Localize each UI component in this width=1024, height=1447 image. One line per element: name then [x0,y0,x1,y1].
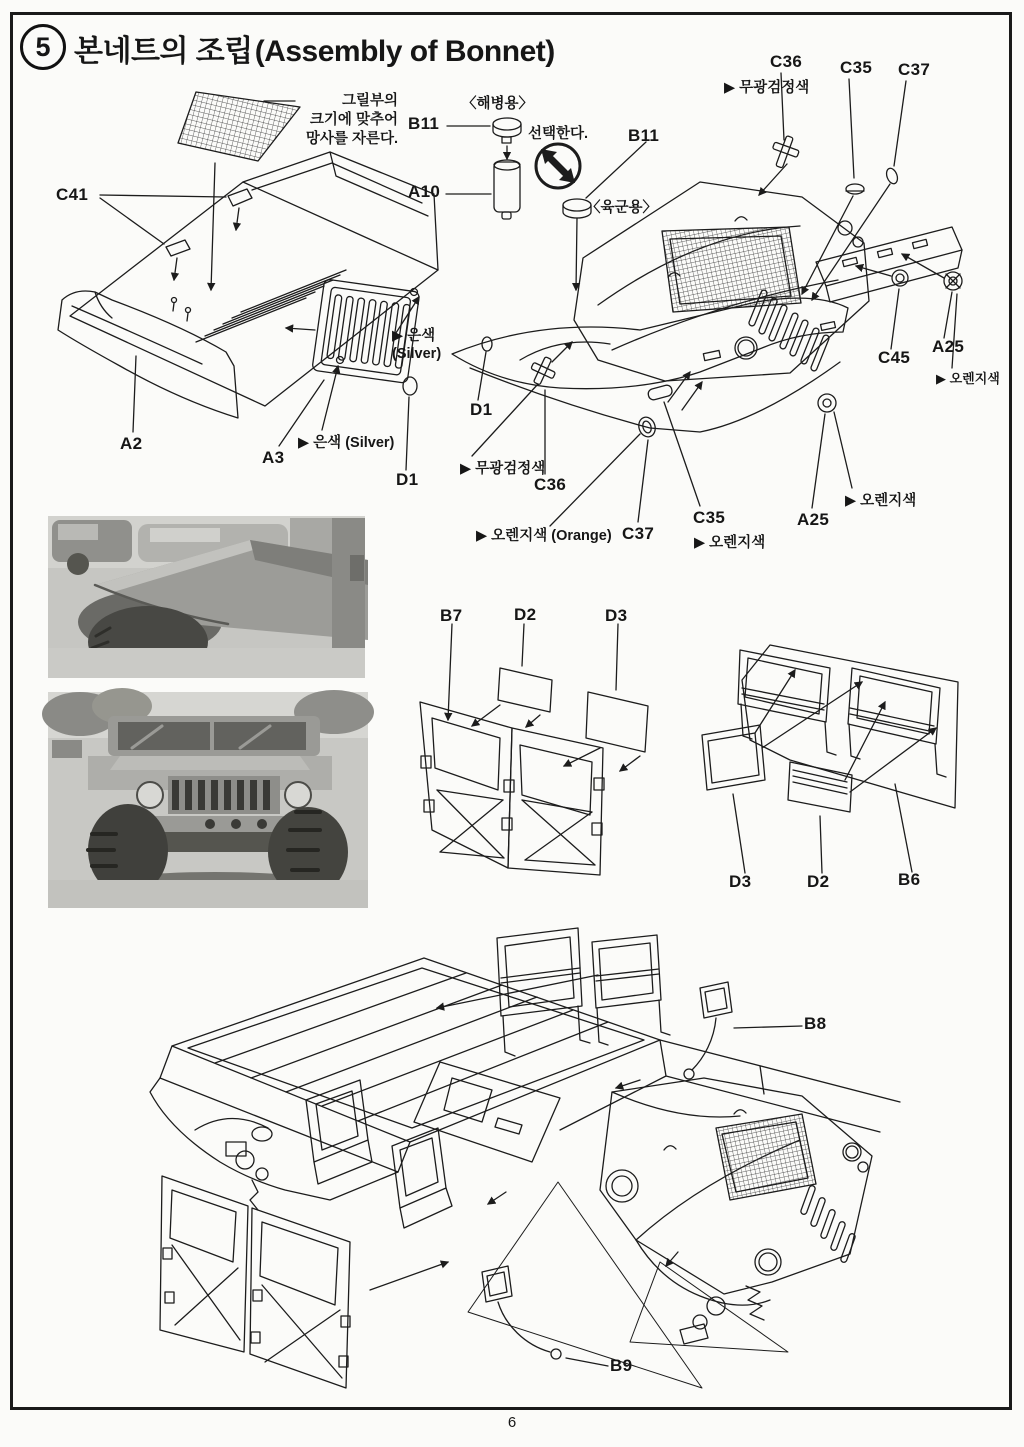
step-number-badge [20,24,66,70]
variant-note-army: 〈육군용〉 [586,200,658,216]
part-label-d2-mid: D2 [514,605,537,624]
paint-note-orange-mid: ▶ 오렌지색 [694,535,766,551]
part-label-c35-top: C35 [840,58,873,77]
part-label-d2-right: D2 [807,872,830,891]
bonnet-underside-drawing [58,152,441,470]
part-label-b6: B6 [898,870,921,889]
part-label-b11-army: B11 [628,126,660,145]
part-label-a25-right: A25 [932,337,965,356]
bonnet-top-drawing [574,73,906,381]
choose-note: 선택한다. [528,126,589,142]
part-label-c37-mid: C37 [622,524,655,543]
part-label-c36-mid: C36 [534,475,567,494]
inner-door-frame-drawing [702,645,958,873]
step-number: 5 [35,31,51,62]
paint-note-silver: ▶ 은색 (Silver) [392,328,442,363]
part-label-c45: C45 [878,348,911,367]
mesh-sheet-drawing [178,92,300,290]
part-label-b11-marine: B11 [408,114,440,133]
part-label-a3: A3 [262,448,285,467]
variant-note-marine: 〈해병용〉 [462,96,534,112]
mesh-cutting-note: 그릴부의 크기에 맞추어 망사를 자른다. [305,93,398,147]
part-label-a2: A2 [120,434,143,453]
photo-front-view [42,688,374,908]
part-label-d1-grille: D1 [396,470,419,489]
part-label-a10: A10 [408,182,441,201]
part-label-c37-top: C37 [898,60,931,79]
part-label-d3-right: D3 [729,872,752,891]
paint-note-flatblack-mid: ▶ 무광검정색 [460,461,546,477]
page-number: 6 [507,1414,517,1431]
main-assembly-drawing [150,928,900,1388]
title-english: (Assembly of Bonnet) [254,35,555,68]
part-label-b8: B8 [804,1014,827,1033]
paint-note-orange-b: ▶ 오렌지색 [845,493,917,509]
part-label-c41: C41 [56,185,89,204]
page-title [74,26,555,70]
paint-note-orange-en: ▶ 오렌지색 (Orange) [476,528,612,544]
paint-note-flatblack-top: ▶ 무광검정색 [724,80,810,96]
door-pair-drawing [420,624,648,875]
part-label-c36-top: C36 [770,52,803,71]
part-label-d3-mid: D3 [605,606,628,625]
paint-note-silver-inline: ▶ 은색 (Silver) [298,435,395,451]
part-label-c35-mid: C35 [693,508,726,527]
part-label-d1-mid: D1 [470,400,493,419]
part-label-b7: B7 [440,606,463,625]
paint-note-orange-right: ▶ 오렌지색 [936,371,1000,386]
part-label-b9: B9 [610,1356,633,1375]
photo-side-view [48,516,368,678]
title-korean: 본네트의 조립 [74,35,253,68]
part-label-a25-mid: A25 [797,510,830,529]
